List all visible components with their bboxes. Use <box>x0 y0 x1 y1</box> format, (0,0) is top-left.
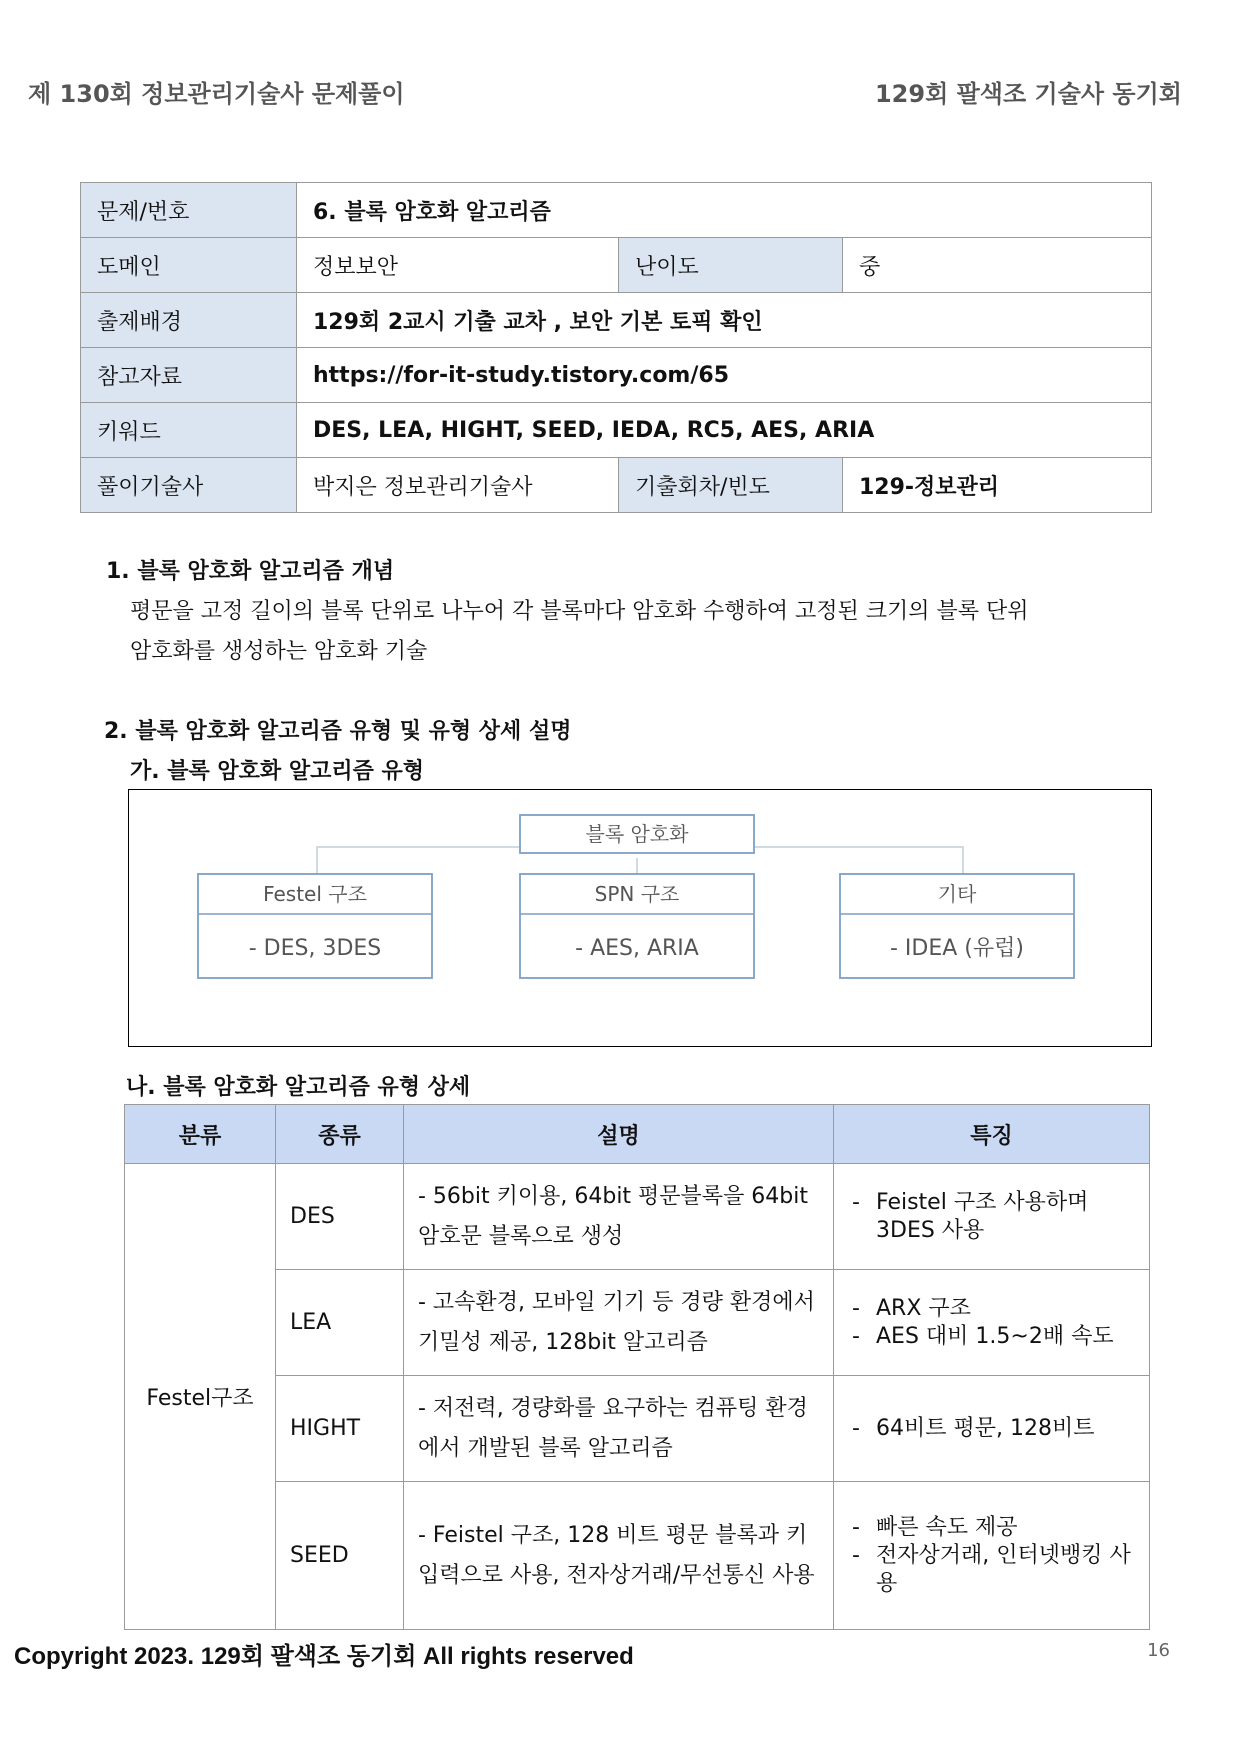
spn-node <box>520 874 754 978</box>
section1-body-line: 암호화를 생성하는 암호화 기술 <box>130 639 428 664</box>
table-row <box>125 1164 1150 1270</box>
feature-item: - ARX 구조 <box>848 1295 1135 1323</box>
background-label: 출제배경 <box>81 293 297 348</box>
kind-cell: HIGHT <box>276 1376 404 1482</box>
section2-title: 2. 블록 암호화 알고리즘 유형 및 유형 상세 설명 <box>104 719 572 744</box>
connector-line <box>754 847 963 876</box>
description-cell: - 저전력, 경량화를 요구하는 컴퓨팅 환경에서 개발된 블록 알고리즘 <box>404 1376 834 1482</box>
header-description: 설명 <box>404 1105 834 1164</box>
feature-item: - Feistel 구조 사용하며 3DES 사용 <box>848 1189 1135 1245</box>
kind-cell: LEA <box>276 1270 404 1376</box>
feature-item: - 64비트 평문, 128비트 <box>848 1415 1135 1443</box>
round-value: 129-정보관리 <box>843 458 1152 513</box>
table-row <box>81 183 1152 238</box>
header-left-title: 제 130회 정보관리기술사 문제풀이 <box>28 80 405 108</box>
features-cell <box>834 1164 1150 1270</box>
difficulty-value: 중 <box>843 238 1152 293</box>
spn-title: SPN 구조 <box>594 882 680 906</box>
domain-value: 정보보안 <box>297 238 619 293</box>
reference-link[interactable]: https://for-it-study.tistory.com/65 <box>297 348 1152 403</box>
festel-node <box>198 874 432 978</box>
other-examples: - IDEA (유럽) <box>890 936 1024 961</box>
section2-subtitle-b: 나. 블록 암호화 알고리즘 유형 상세 <box>126 1075 471 1100</box>
problem-value: 6. 블록 암호화 알고리즘 <box>297 183 1152 238</box>
section1-body <box>130 592 1130 672</box>
category-cell: Festel구조 <box>125 1164 276 1630</box>
header-right-title: 129회 팔색조 기술사 동기회 <box>874 80 1182 108</box>
page-number: 16 <box>1147 1640 1170 1661</box>
header-features: 특징 <box>834 1105 1150 1164</box>
difficulty-label: 난이도 <box>619 238 843 293</box>
root-label: 블록 암호화 <box>585 822 689 846</box>
table-row <box>81 238 1152 293</box>
table-row <box>125 1482 1150 1630</box>
table-row <box>81 348 1152 403</box>
kind-cell: SEED <box>276 1482 404 1630</box>
problem-label: 문제/번호 <box>81 183 297 238</box>
section1-title: 1. 블록 암호화 알고리즘 개념 <box>106 559 395 584</box>
background-value: 129회 2교시 기출 교차 , 보안 기본 토픽 확인 <box>297 293 1152 348</box>
description-cell: - 56bit 키이용, 64bit 평문블록을 64bit 암호문 블록으로 생성 <box>404 1164 834 1270</box>
copyright-footer: Copyright 2023. 129회 팔색조 동기회 All rights reserved <box>14 1643 634 1670</box>
section2-subtitle-a: 가. 블록 암호화 알고리즘 유형 <box>130 759 425 784</box>
description-cell: - Feistel 구조, 128 비트 평문 블록과 키 입력으로 사용, 전자상거래/무선통신 사용 <box>404 1482 834 1630</box>
table-header-row <box>125 1105 1150 1164</box>
author-label: 풀이기술사 <box>81 458 297 513</box>
domain-label: 도메인 <box>81 238 297 293</box>
author-value: 박지은 정보관리기술사 <box>297 458 619 513</box>
feature-item: - 빠른 속도 제공 <box>848 1514 1135 1542</box>
keyword-label: 키워드 <box>81 403 297 458</box>
root-node <box>520 815 754 853</box>
description-cell: - 고속환경, 모바일 기기 등 경량 환경에서 기밀성 제공, 128bit 알고리즘 <box>404 1270 834 1376</box>
header-kind: 종류 <box>276 1105 404 1164</box>
spn-examples: - AES, ARIA <box>575 936 699 961</box>
table-row <box>81 403 1152 458</box>
reference-label: 참고자료 <box>81 348 297 403</box>
table-row <box>81 293 1152 348</box>
table-row <box>125 1376 1150 1482</box>
kind-cell: DES <box>276 1164 404 1270</box>
feature-item: - 전자상거래, 인터넷뱅킹 사용 <box>848 1542 1135 1598</box>
round-label: 기출회차/빈도 <box>619 458 843 513</box>
festel-examples: - DES, 3DES <box>248 936 382 961</box>
features-cell <box>834 1270 1150 1376</box>
festel-title: Festel 구조 <box>263 882 367 906</box>
cipher-detail-table <box>124 1104 1150 1630</box>
other-title: 기타 <box>937 882 977 906</box>
table-row <box>125 1270 1150 1376</box>
keyword-value: DES, LEA, HIGHT, SEED, IEDA, RC5, AES, ARIA <box>297 403 1152 458</box>
features-cell <box>834 1376 1150 1482</box>
problem-info-table <box>80 182 1152 513</box>
block-cipher-diagram <box>128 789 1152 1047</box>
connector-line <box>317 847 521 876</box>
feature-item: - AES 대비 1.5~2배 속도 <box>848 1323 1135 1351</box>
header-category: 분류 <box>125 1105 276 1164</box>
table-row <box>81 458 1152 513</box>
other-node <box>840 874 1074 978</box>
features-cell <box>834 1482 1150 1630</box>
section1-body-line: 평문을 고정 길이의 블록 단위로 나누어 각 블록마다 암호화 수행하여 고정된 크기의 블록 단위 <box>130 599 1029 624</box>
